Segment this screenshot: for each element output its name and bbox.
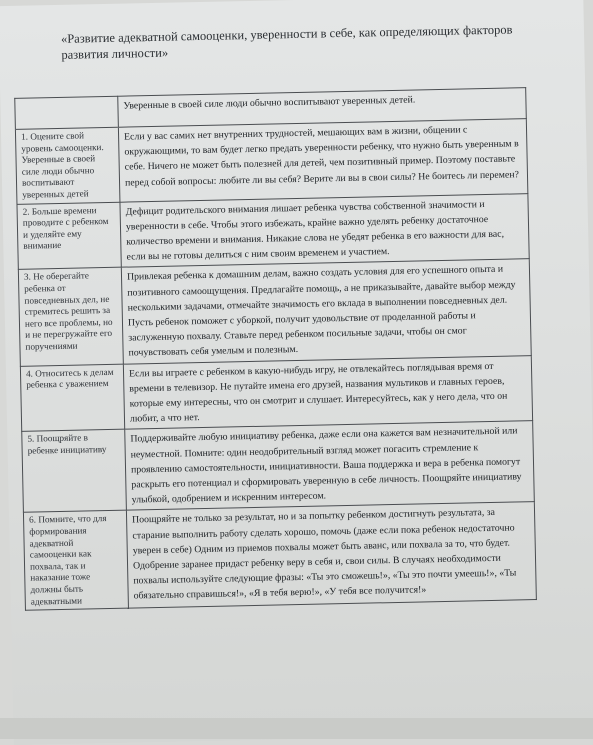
advice-text-cell: Поощряйте не только за результат, но и за попытку ребенком достигнуть результата, за старание выполнить работу сделать хорошо, помочь (даже если пока ребенок недостаточно уверен в себе) Одним из приемов похвалы может быть аванс, или похвала за то, что будет. Одобрение заранее придаст ребенку веру в себя и, свои силы. В случаях необходимости похвалы используйте следующие фразы: «Ты это сможешь!», «Ты это почти умеешь!», «Ты обязательно справишься!», «Я в тебя верю!», «У тебя все получится!» — [126, 502, 536, 608]
advice-text-cell: Если вы играете с ребенком в какую-нибудь игру, не отвлекайтесь поглядывая время от времени в телевизор. Не путайте имена его друзей, названия мультиков и главных героев, которые ему интересны, что он смотрит и слушает. Интересуйтесь, как у него дела, что он любит, а что нет. — [123, 355, 532, 429]
table-row — [15, 119, 527, 204]
table-row — [22, 421, 535, 513]
advice-title-cell: 2. Больше времени проводите с ребенком и уделяйте ему внимание — [17, 202, 121, 270]
table-row — [17, 193, 529, 269]
advice-text-cell: Поддерживайте любую инициативу ребенка, даже если она кажется вам незначительной или неуместной. Помните: один неодобрительный взгляд может погасить стремление к проявлению самостоятельности, инициативности. Ваша поддержка и вера в ребенка помогут раскрыть его потенциал и сформировать уверенную в себе личность. Поощряйте инициативу улыбкой, одобрением и искренним интересом. — [125, 421, 535, 511]
header-left-cell — [15, 96, 119, 129]
advice-table — [14, 87, 537, 611]
table-row — [20, 355, 532, 431]
advice-title-cell: 3. Не оберегайте ребенка от повседневных дел, не стремитесь решить за него все проблемы, но и не перегружайте его поручениями — [18, 268, 123, 366]
background-strip — [0, 718, 593, 739]
table-row — [18, 259, 531, 366]
advice-text-cell: Привлекая ребенка к домашним делам, важно создать условия для его успешного опыта и позитивного самоощущения. Предлагайте помощь, а не приказывайте, давайте выбор между несколькими задачами, отмечайте значимость его вклада в выполнении повседневных дел. Пусть ребенок поможет с уборкой, получит удовольствие от проделанной работы и заслуженную похвалу. Ставьте перед ребенком посильные задачи, чтобы он смог почувствовать себя умелым и полезным. — [121, 259, 531, 364]
advice-title-cell: 5. Поощряйте в ребенке инициативу — [22, 430, 127, 513]
advice-text-cell: Если у вас самих нет внутренних трудностей, мешающих вам в жизни, общении с окружающими, то вам будет легко предать уверенности ребенку, что нужно быть уверенным в себе. Ничего не может быть полезней для детей, чем позитивный пример. Поэтому поставьте перед собой вопросы: любите ли вы себя? Верите ли вы в свои силы? Не боитесь ли перемен? — [118, 119, 527, 202]
document-title: «Развитие адекватной самооценки, уверенности в себе, как определяющих факторов развития личности» — [60, 22, 513, 62]
table-row — [23, 502, 536, 610]
advice-title-cell: 4. Относитесь к делам ребенка с уважением — [20, 364, 124, 432]
advice-title-cell: 1. Оцените свой уровень самооценки. Уверенные в своей силе люди обычно воспитывают уверенных детей — [15, 127, 120, 204]
advice-title-cell: 6. Помните, что для формирования адекватной самооценки как похвала, так и наказание тоже должны быть адекватными — [23, 511, 128, 611]
header-right-cell: Уверенные в своей силе люди обычно воспитывают уверенных детей. — [118, 88, 527, 128]
advice-text-cell: Дефицит родительского внимания лишает ребенка чувства собственной значимости и уверенности в себе. Чтобы этого избежать, крайне важно уделять ребенку достаточное количество времени и внимания. Никакие слова не убедят ребенка в его важности для вас, если вы не готовы делиться с ним своим временем и участием. — [120, 193, 529, 267]
